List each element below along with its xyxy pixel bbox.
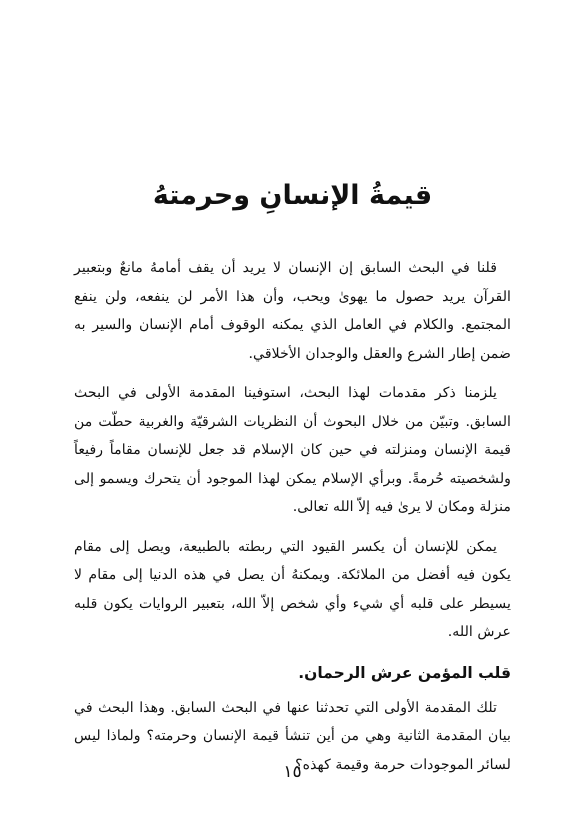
- section-subheading: قلب المؤمن عرش الرحمان.: [298, 663, 511, 682]
- paragraph: يمكن للإنسان أن يكسر القيود التي ربطته بالطبيعة، ويصل إلى مقام يكون فيه أفضل من الملائكة. ويمكنهُ أن يصل في هذه الدنيا إلى مقام لا يسيطر على قلبه أي شيء وأي شخص إلاّ الله، بتعبير الروايات يكون قلبه عرش الله.: [74, 538, 511, 640]
- page-number: ١٥: [283, 762, 302, 782]
- paragraph: يلزمنا ذكر مقدمات لهذا البحث، استوفينا المقدمة الأولى في البحث السابق. وتبيّن من خلال البحوث أن النظريات الشرقيّة والغربية حطّت من قيمة الإنسان ومنزلته في حين كان الإسلام قد جعل للإنسان مقاماً رفيعاً ولشخصيته حُرمةً. وبرأي الإسلام يمكن لهذا الموجود أن يتحرك ويسمو إلى منزلة ومكان لا يرىٰ فيه إلاّ الله تعالى.: [74, 385, 511, 515]
- paragraph: قلنا في البحث السابق إن الإنسان لا يريد أن يقف أمامهُ مانعٌ وبتعبير القرآن يريد حصول ما يهوىٰ ويحب، وأن هذا الأمر لن ينفعه، ولن ينفع المجتمع. والكلام في العامل الذي يمكنه الوقوف أمام الإنسان والسير به ضمن إطار الشرع والعقل والوجدان الأخلاقي.: [74, 260, 511, 362]
- paragraph: تلك المقدمة الأولى التي تحدثنا عنها في البحث السابق. وهذا البحث في بيان المقدمة الثانية وهي من أين تنشأ قيمة الإنسان وحرمته؟ ولماذا ليس لسائر الموجودات حرمة وقيمة كهذه؟: [74, 699, 511, 773]
- page-body: [74, 254, 511, 790]
- chapter-title: قيمةُ الإنسانِ وحرمتهُ: [152, 180, 433, 211]
